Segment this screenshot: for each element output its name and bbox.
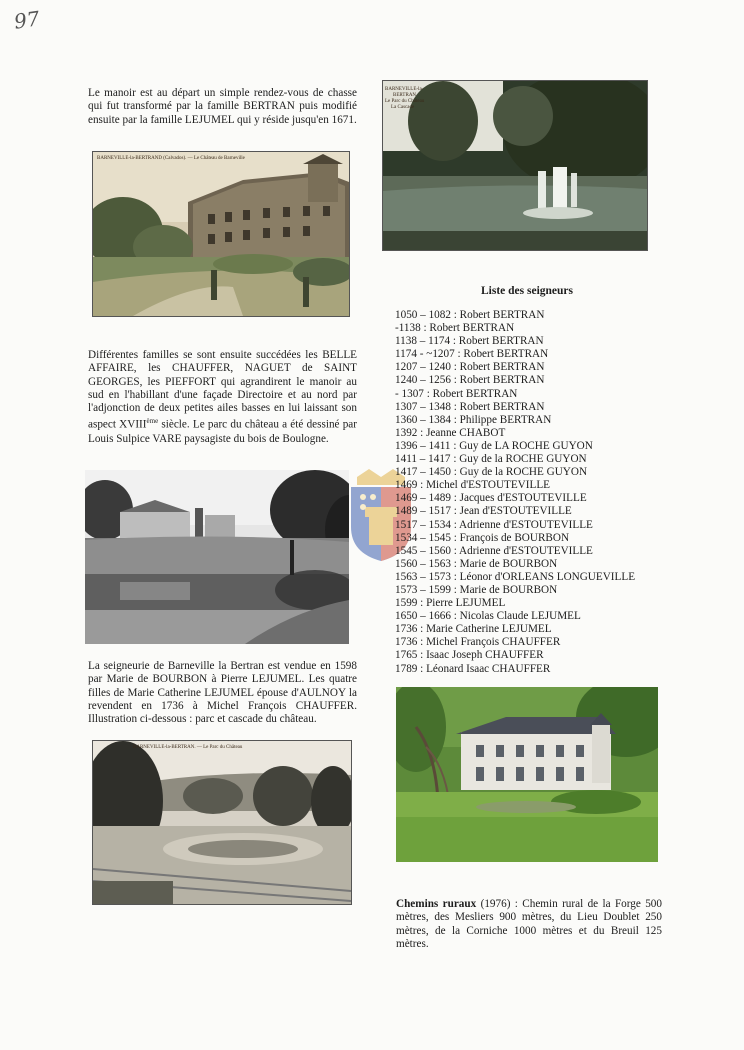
seigneur-entry: 1174 - ~1207 : Robert BERTRAN xyxy=(395,348,549,361)
seigneur-entry: 1469 – 1489 : Jacques d'ESTOUTEVILLE xyxy=(395,492,587,505)
seigneur-entry: 1050 – 1082 : Robert BERTRAN xyxy=(395,309,545,321)
seigneurs-title: Liste des seigneurs xyxy=(481,285,573,297)
seigneur-entry: 1736 : Marie Catherine LEJUMEL xyxy=(395,623,552,636)
families-superscript: ème xyxy=(146,417,159,426)
chateau-postcard-caption: BARNEVILLE-la-BERTRAND (Calvados). — Le Château de Barneville xyxy=(97,156,245,161)
seigneur-entry: 1396 – 1411 : Guy de LA ROCHE GUYON xyxy=(395,439,593,452)
sale-paragraph: La seigneurie de Barneville la Bertran est vendue en 1598 par Marie de BOURBON à Pierre LEJUMEL. Les quatre filles de Marie Catherine LEJUMEL épouse d'AULNOY la revendent en 1736 à Michel François CHAUFFER. Illustration ci-dessous : parc et cascade du château. xyxy=(88,660,357,726)
parc-postcard-caption: BARNEVILLE-la-BERTRAN. — Le Parc du Château xyxy=(133,745,243,750)
intro-paragraph: Le manoir est au départ un simple rendez-vous de chasse qui fut transformé par la famille BERTRAN puis modifié ensuite par la famille LEJUMEL qui y réside jusqu'en 1671. xyxy=(88,87,357,126)
cascade-postcard xyxy=(382,80,648,251)
seigneur-entry: 1517 – 1534 : Adrienne d'ESTOUTEVILLE xyxy=(395,518,593,531)
seigneur-entry: -1138 : Robert BERTRAN xyxy=(395,322,515,335)
seigneur-entry: 1545 – 1560 : Adrienne d'ESTOUTEVILLE xyxy=(395,544,593,557)
seigneur-entry: 1650 – 1666 : Nicolas Claude LEJUMEL xyxy=(395,610,581,623)
seigneur-entry: 1789 : Léonard Isaac CHAUFFER xyxy=(395,662,551,675)
seigneur-entry: 1560 – 1563 : Marie de BOURBON xyxy=(395,557,558,570)
seigneur-entry: 1599 : Pierre LEJUMEL xyxy=(395,597,506,610)
cascade-caption-line-4: La Cascade xyxy=(391,105,415,110)
seigneur-entry: 1138 – 1174 : Robert BERTRAN xyxy=(395,335,544,348)
parc-postcard xyxy=(92,740,352,905)
cascade-caption-line-2: BERTRAN xyxy=(393,93,417,98)
seigneur-entry: 1360 – 1384 : Philippe BERTRAN xyxy=(395,413,552,426)
chateau-postcard xyxy=(92,151,350,317)
chemins-paragraph xyxy=(396,898,662,951)
seigneur-entry: 1240 – 1256 : Robert BERTRAN xyxy=(395,374,545,387)
seigneur-entry: 1307 – 1348 : Robert BERTRAN xyxy=(395,400,545,413)
seigneur-entry: 1736 : Michel François CHAUFFER xyxy=(395,636,561,649)
seigneur-entry: - 1307 : Robert BERTRAN xyxy=(395,387,518,400)
seigneur-entry: 1573 – 1599 : Marie de BOURBON xyxy=(395,583,558,596)
seigneur-entry: 1534 – 1545 : François de BOURBON xyxy=(395,531,570,544)
cascade-caption-line-1: BARNEVILLE-la- xyxy=(385,87,424,92)
chemins-label: Chemins ruraux xyxy=(396,898,477,910)
chateau-lake-photo xyxy=(85,470,349,644)
families-text-1: Différentes familles se sont ensuite succédées les BELLE AFFAIRE, les CHAUFFER, NAGUET de SAINT GEORGES, les PIEFFORT qui agrandirent le manoir au sud en l'habillant d'une façade Directoire et au nord par l'adjonction de deux petites ailes basses en lui laissant son aspect XVIII xyxy=(88,349,357,432)
families-text-2: siècle. Le parc du château a été dessiné par Louis Sulpice VARE paysagiste du bois de Boulogne. xyxy=(88,419,357,445)
seigneurs-list xyxy=(395,309,635,676)
cascade-caption-line-3: Le Parc du Château xyxy=(385,99,425,104)
seigneur-entry: 1765 : Isaac Joseph CHAUFFER xyxy=(395,649,544,662)
cascade-postcard-caption xyxy=(385,87,424,111)
seigneur-entry: 1469 : Michel d'ESTOUTEVILLE xyxy=(395,479,550,492)
seigneur-entry: 1207 – 1240 : Robert BERTRAN xyxy=(395,361,545,374)
chemins-text: (1976) : Chemin rural de la Forge 500 mètres, des Mesliers 900 mètres, du Lieu Doublet 250 mètres, de la Corniche 1000 mètres et du Breuil 125 mètres. xyxy=(396,898,662,950)
page-number: 97 xyxy=(12,6,41,34)
families-paragraph xyxy=(88,349,357,446)
seigneur-entry: 1563 – 1573 : Léonor d'ORLEANS LONGUEVILLE xyxy=(395,570,636,583)
seigneur-entry: 1417 – 1450 : Guy de la ROCHE GUYON xyxy=(395,466,588,479)
seigneur-entry: 1411 – 1417 : Guy de la ROCHE GUYON xyxy=(395,453,587,466)
chateau-color-photo xyxy=(396,687,658,862)
seigneur-entry: 1392 : Jeanne CHABOT xyxy=(395,426,506,439)
seigneur-entry: 1489 – 1517 : Jean d'ESTOUTEVILLE xyxy=(395,505,572,518)
